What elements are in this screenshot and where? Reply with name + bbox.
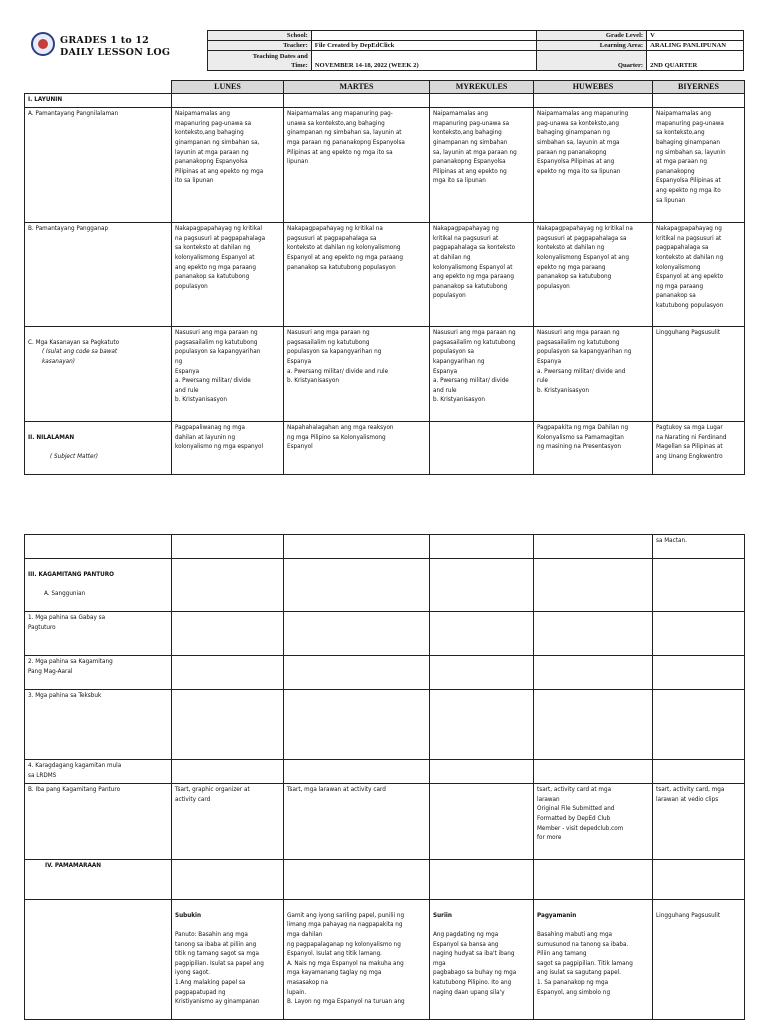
kagamitan-martes: Tsart, mga larawan at activity card	[284, 784, 430, 860]
kagamitang-panturo-label	[25, 559, 172, 612]
pagyamanin-title: Pagyamanin	[537, 912, 577, 919]
row-c-biyernes: Lingguhang Pagsusulit	[653, 327, 745, 422]
empty-cell	[430, 93, 534, 108]
pamamaraan-martes	[284, 900, 430, 1020]
lesson-table-part-1	[24, 80, 745, 475]
kasanayan-note: ( Isulat ang code sa bawat kasanayan)	[42, 349, 118, 365]
empty-cell	[172, 860, 284, 900]
row-c-huwebes: Nasusuri ang mga paraan ng pagsasailalim ng katutubong populasyon sa kapangyarihan ng Espanya a. Pwersang militar/ divide and rule b. Kristyanisasyon	[534, 327, 653, 422]
nilalaman-martes: Napahahalagahan ang mga reaksyon ng mga Pilipino sa Kolonyalismong Espanyol	[284, 422, 430, 475]
document-title	[60, 35, 170, 59]
pamamaraan-myrekules	[430, 900, 534, 1020]
kagamitang-panturo-heading: III. KAGAMITANG PANTURO	[28, 571, 114, 578]
row-a-biyernes: Naipamamalas ang mapanuring pag-unawa sa konteksto,ang bahaging ginampanan ng simbahan sa, layunin at mga paraan ng pananakopng Espanyolsa Pilipinas at ang epekto ng mga ito sa lipunan	[653, 108, 745, 223]
empty-cell	[430, 559, 534, 612]
empty-cell	[430, 611, 534, 655]
title-line-1: GRADES 1 to 12	[60, 35, 149, 46]
row-b-huwebes: Nakapagpapahayag ng kritikal na pagsusuri at pagpapahalaga sa konteksto at dahilan ng kolonyalismong Espanyol at ang epekto ng mga paraang pananakop sa katutubong populasyon	[534, 223, 653, 327]
empty-cell	[653, 689, 745, 759]
pamamaraan-heading: IV. PAMAMARAAN	[25, 860, 172, 900]
kagamitan-biyernes: tsart, activity card, mga larawan at vedio clips	[653, 784, 745, 860]
martes-activity-body: Gamit ang iyong sariling papel, punilii ng limang mga pahayag na nagpapakita ng mga dahilan ng pagpapalaganap ng kolonyalismo ng Espanyol. Isulat ang titik lamang. A. Nais ng mga Espanyol na makuha ang mga kayamanang taglay ng mga masasakop na lupain. B. Layon ng mga Espanyol na turuan ang	[287, 912, 405, 1006]
nilalaman-lunes: Pagpapaliwanag ng mga dahilan at layunin ng kolonyalismo ng mga espanyol	[172, 422, 284, 475]
learning-area-label: Learning Area:	[537, 41, 647, 51]
empty-cell	[653, 759, 745, 783]
row-b-martes: Nakapagpapahayag ng kritikal na pagsusuri at pagpapahalaga sa konteksto at dahilan ng kolonyalismong Espanyol at ang epekto ng mga paraang pananakop sa katutubong populasyon	[284, 223, 430, 327]
empty-cell	[172, 535, 284, 559]
row-c-myrekules: Nasusuri ang mga paraan ng pagsasailalim ng katutubong populasyon sa kapangyarihan ng Espanya a. Pwersang militar/ divide and rule b. Kristyanisasyon	[430, 327, 534, 422]
empty-cell	[430, 655, 534, 689]
empty-cell	[172, 689, 284, 759]
empty-cell	[534, 689, 653, 759]
row-b-lunes: Nakapagpapahayag ng kritikal na pagsusuri at pagpapahalaga sa konteksto at dahilan ng kolonyalismong Espanyol at ang epekto ng mga paraang pananakop sa katutubong populasyon	[172, 223, 284, 327]
empty-cell	[534, 535, 653, 559]
empty-cell	[430, 689, 534, 759]
corner-cell	[25, 81, 172, 94]
pamantayang-pangganap-label: B. Pamantayang Pangganap	[25, 223, 172, 327]
school-label: School:	[208, 31, 312, 41]
lesson-table-part-2	[24, 534, 745, 1020]
nilalaman-biyernes: Pagtukoy sa mga Lugar na Narating ni Ferdinand Magellan sa Pilipinas at ang Unang Engkwentro	[653, 422, 745, 475]
kagamitan-huwebes: tsart, activity card at mga larawan Original File Submitted and Formatted by DepEd Club Member - visit depedclub.com for more	[534, 784, 653, 860]
teaching-dates-label: Teaching Dates and Time:	[208, 51, 312, 71]
empty-cell	[25, 535, 172, 559]
pamantayang-pangnilalaman-label: A. Pamantayang Pangnilalaman	[25, 108, 172, 223]
kagamitan-lunes: Tsart, graphic organizer at activity card	[172, 784, 284, 860]
empty-cell	[284, 559, 430, 612]
day-header-myrekules: MYREKULES	[430, 81, 534, 94]
empty-cell	[430, 860, 534, 900]
teaching-dates-value: NOVEMBER 14-18, 2022 (WEEK 2)	[311, 51, 537, 71]
empty-cell	[653, 655, 745, 689]
empty-cell	[172, 759, 284, 783]
empty-cell	[172, 655, 284, 689]
empty-cell	[172, 611, 284, 655]
school-value	[311, 31, 537, 41]
pagyamanin-body: Basahing mabuti ang mga sumusunod na tanong sa ibaba. Piliin ang tamang sagot sa pagpipilian. Titik lamang ang isulat sa sagutang papel. 1. Sa pananakop ng mga Espanyol, ang simbolo ng	[537, 931, 633, 996]
empty-cell	[534, 759, 653, 783]
nilalaman-continuation: sa Mactan.	[653, 535, 745, 559]
grade-level-label: Grade Level:	[537, 31, 647, 41]
row-a-huwebes: Naipamamalas ang mapanuring pag-unawa sa konteksto,ang bahaging ginampanan ng simbahan sa, layunin at mga paraan ng pananakopng Espanyolsa Pilipinas at ang epekto ng mga ito sa lipunan	[534, 108, 653, 223]
row-a-lunes: Naipamamalas ang mapanuring pag-unawa sa konteksto,ang bahaging ginampanan ng simbahan sa, layunin at mga paraan ng pananakopng Espanyolsa Pilipinas at ang epekto ng mga ito sa lipunan	[172, 108, 284, 223]
mga-kasanayan-label	[25, 327, 172, 422]
teacher-label: Teacher:	[208, 41, 312, 51]
empty-cell	[534, 860, 653, 900]
pamamaraan-biyernes	[653, 900, 745, 1020]
nilalaman-label	[25, 422, 172, 475]
empty-cell	[172, 93, 284, 108]
empty-cell	[534, 93, 653, 108]
nilalaman-huwebes: Pagpapakita ng mga Dahilan ng Kolonyalismo sa Pamamagitan ng masining na Presentasyon	[534, 422, 653, 475]
learning-area-value: ARALING PANLIPUNAN	[647, 41, 744, 51]
empty-cell	[430, 535, 534, 559]
gabay-sa-pagtuturo-label: 1. Mga pahina sa Gabay sa Pagtuturo	[25, 611, 172, 655]
suriin-body: Ang pagdating ng mga Espanyol sa bansa ang naging hudyat sa iba't ibang mga pagbabago sa buhay ng mga katutubong Pilipino. Ito ang naging daan upang sila'y	[433, 931, 517, 996]
empty-cell	[284, 759, 430, 783]
iba-pang-kagamitan-label: B. Iba pang Kagamitang Panturo	[25, 784, 172, 860]
empty-cell	[284, 611, 430, 655]
empty-cell	[284, 689, 430, 759]
day-header-biyernes: BIYERNES	[653, 81, 745, 94]
deped-seal-icon	[31, 32, 55, 56]
empty-cell	[172, 559, 284, 612]
quarter-value: 2ND QUARTER	[647, 51, 744, 71]
kagamitan-myrekules	[430, 784, 534, 860]
kasanayan-label-text: C. Mga Kasanayan sa Pagkatuto	[28, 339, 120, 346]
quarter-label: Quarter:	[537, 51, 647, 71]
empty-cell	[653, 93, 745, 108]
row-a-myrekules: Naipamamalas ang mapanuring pag-unawa sa konteksto,ang bahaging ginampanan ng simbahan sa, layunin at mga paraan ng pananakopng Espanyolsa Pilipinas at ang epekto ng mga ito sa lipunan	[430, 108, 534, 223]
row-b-myrekules: Nakapagpapahayag ng kritikal na pagsusuri at pagpapahalaga sa konteksto at dahilan ng kolonyalismong Espanyol at ang epekto ng mga paraang pananakop sa katutubong populasyon	[430, 223, 534, 327]
empty-cell	[653, 611, 745, 655]
nilalaman-heading: II. NILALAMAN	[28, 434, 75, 441]
teksbuk-label: 3. Mga pahina sa Teksbuk	[25, 689, 172, 759]
row-c-martes: Nasusuri ang mga paraan ng pagsasailalim ng katutubong populasyon sa kapangyarihan ng Espanya a. Pwersang militar/ divide and rule b. Kristyanisasyon	[284, 327, 430, 422]
empty-cell	[284, 860, 430, 900]
empty-cell	[284, 655, 430, 689]
nilalaman-myrekules	[430, 422, 534, 475]
subject-matter-note: ( Subject Matter)	[50, 453, 99, 460]
row-a-martes: Naipamamalas ang mapanuring pag- unawa sa konteksto,ang bahaging ginampanan ng simbahan sa, layunin at mga paraan ng pananakopng Espanyolsa Pilipinas at ang epekto ng mga ito sa lipunan	[284, 108, 430, 223]
title-line-2: DAILY LESSON LOG	[60, 47, 171, 58]
row-c-lunes: Nasusuri ang mga paraan ng pagsasailalim ng katutubong populasyon sa kapangyarihan ng Espanya a. Pwersang militar/ divide and rule b. Kristyanisasyon	[172, 327, 284, 422]
subukin-body: Panuto: Basahin ang mga tanong sa ibaba at piliin ang titik ng tamang sagot sa mga pagpipilian. Isulat sa papel ang iyong sagot. 1.Ang malaking papel sa pagpapatupad ng Kristiyanismo ay ginampanan	[175, 931, 264, 1006]
day-header-lunes: LUNES	[172, 81, 284, 94]
empty-cell	[534, 655, 653, 689]
empty-cell	[534, 611, 653, 655]
teacher-value: File Created by DepEdClick	[311, 41, 537, 51]
grade-level-value: V	[647, 31, 744, 41]
lingguhang-pagsusulit: Lingguhang Pagsusulit	[656, 912, 721, 919]
empty-cell	[430, 759, 534, 783]
pamamaraan-lunes	[172, 900, 284, 1020]
section-layunin-heading: I. LAYUNIN	[25, 93, 172, 108]
subukin-title: Subukin	[175, 912, 202, 919]
empty-cell	[284, 535, 430, 559]
suriin-title: Suriin	[433, 912, 452, 919]
empty-cell	[25, 900, 172, 1020]
empty-cell	[653, 860, 745, 900]
empty-cell	[534, 559, 653, 612]
kagamitang-pang-mag-aaral-label: 2. Mga pahina sa Kagamitang Pang Mag-Aaral	[25, 655, 172, 689]
day-header-huwebes: HUWEBES	[534, 81, 653, 94]
empty-cell	[653, 559, 745, 612]
empty-cell	[284, 93, 430, 108]
lesson-log-header	[24, 30, 744, 72]
sanggunian-label: A. Sanggunian	[44, 590, 86, 597]
lrdms-label: 4. Karagdagang kagamitan mula sa LRDMS	[25, 759, 172, 783]
header-info-table	[207, 30, 744, 71]
row-b-biyernes: Nakapagpapahayag ng kritikal na pagsusuri at pagpapahalaga sa konteksto at dahilan ng kolonyalismong Espanyol at ang epekto ng mga paraang pananakop sa katutubong populasyon	[653, 223, 745, 327]
day-header-martes: MARTES	[284, 81, 430, 94]
pamamaraan-huwebes	[534, 900, 653, 1020]
